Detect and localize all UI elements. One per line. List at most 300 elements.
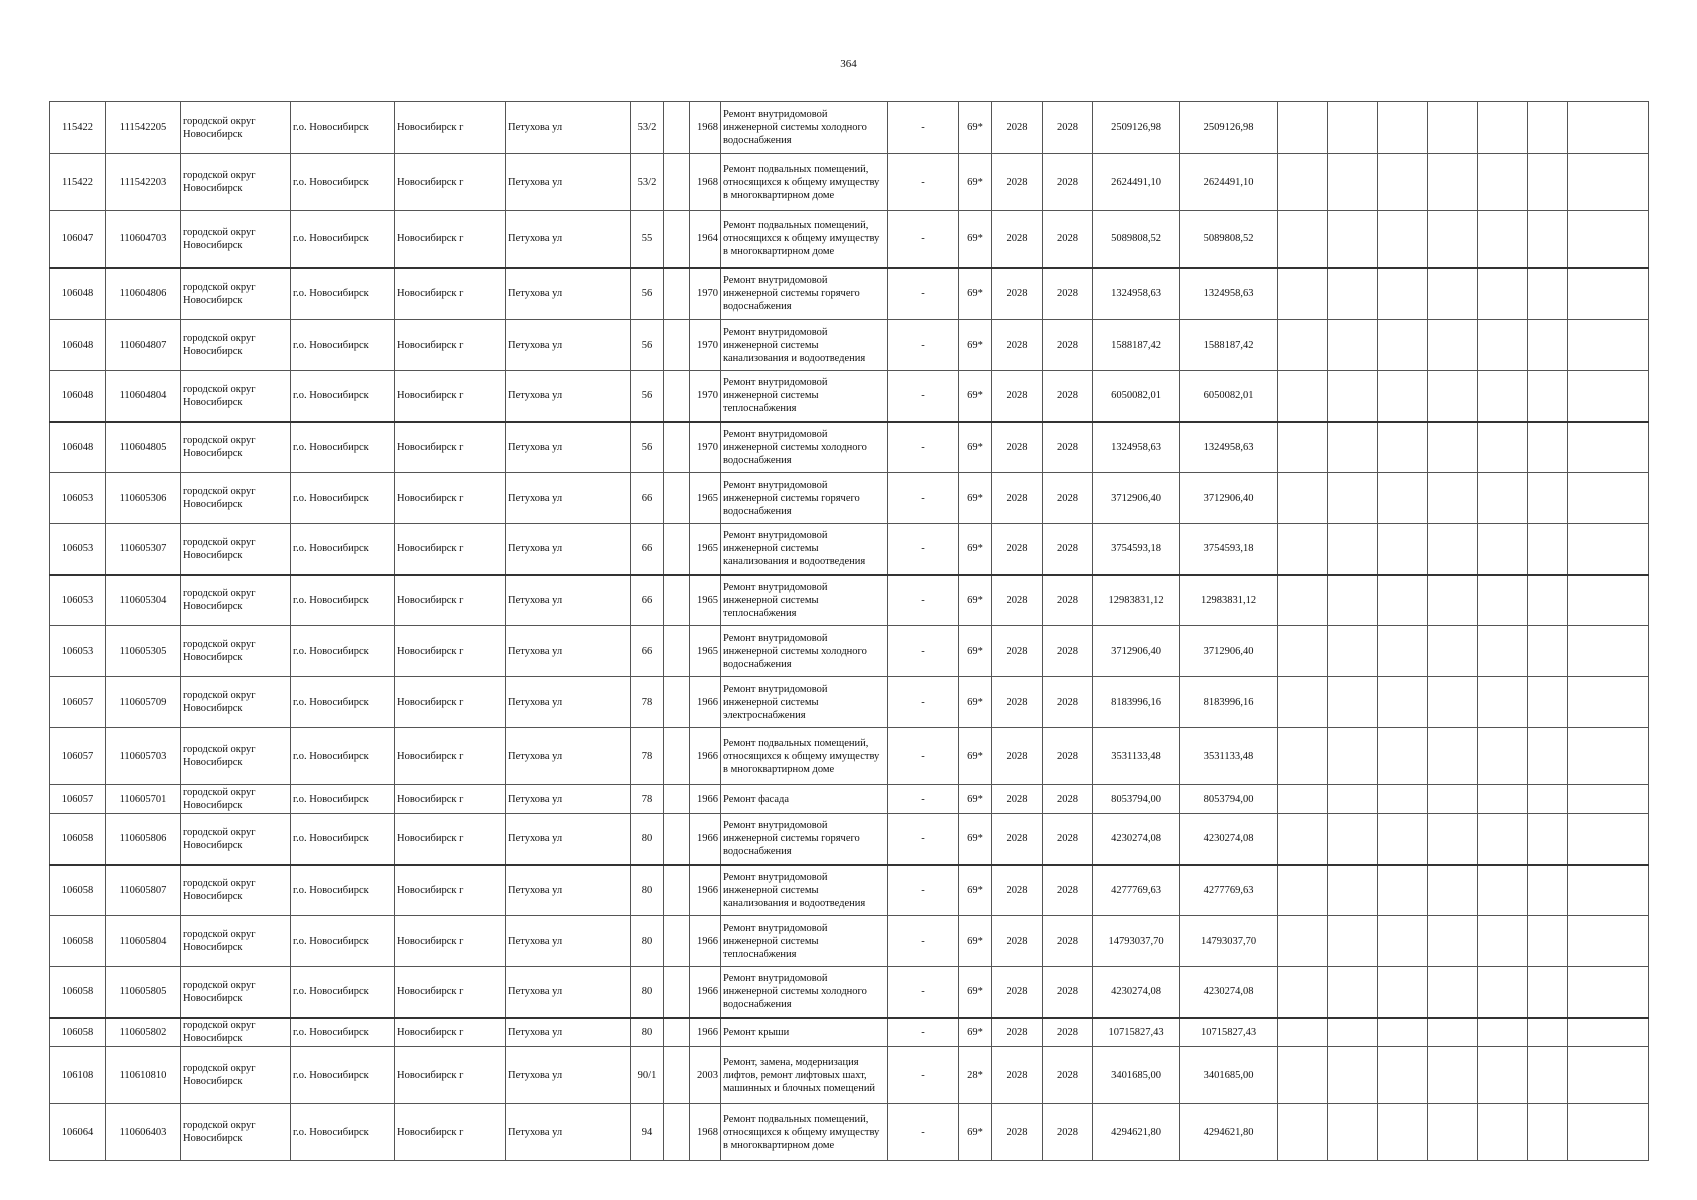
municipality-cell: городской округ Новосибирск [181, 154, 291, 211]
district-cell: г.о. Новосибирск [291, 728, 395, 785]
empty-cell [1528, 154, 1568, 211]
plan-start-cell: 2028 [992, 1047, 1043, 1104]
plan-end-cell: 2028 [1043, 371, 1093, 422]
empty-cell [1328, 422, 1378, 473]
building-cell [664, 473, 690, 524]
empty-cell [1478, 865, 1528, 916]
district-cell: г.о. Новосибирск [291, 371, 395, 422]
building-cell [664, 211, 690, 268]
plan-start-cell: 2028 [992, 154, 1043, 211]
plan-end-cell: 2028 [1043, 916, 1093, 967]
empty-cell [1478, 422, 1528, 473]
city-cell: Новосибирск г [395, 268, 506, 320]
table-row [50, 154, 1649, 211]
work-type-cell: Ремонт внутридомовой инженерной системы горячего водоснабжения [721, 268, 888, 320]
plan-end-cell: 2028 [1043, 473, 1093, 524]
empty-cell [1328, 967, 1378, 1018]
work-type-cell: Ремонт внутридомовой инженерной системы канализования и водоотведения [721, 865, 888, 916]
empty-cell [1328, 575, 1378, 626]
work-type-cell: Ремонт внутридомовой инженерной системы теплоснабжения [721, 916, 888, 967]
empty-cell [1428, 371, 1478, 422]
house-number-cell: 78 [631, 728, 664, 785]
house-id-cell: 106047 [50, 211, 106, 268]
empty-cell [1428, 728, 1478, 785]
empty-cell [1378, 677, 1428, 728]
municipality-cell: городской округ Новосибирск [181, 916, 291, 967]
build-year-cell: 1968 [690, 102, 721, 154]
house-number-cell: 56 [631, 371, 664, 422]
street-cell: Петухова ул [506, 211, 631, 268]
empty-cell [1278, 916, 1328, 967]
table-row [50, 102, 1649, 154]
plan-start-cell: 2028 [992, 102, 1043, 154]
empty-cell [1428, 211, 1478, 268]
district-cell: г.о. Новосибирск [291, 967, 395, 1018]
empty-cell [1528, 677, 1568, 728]
work-id-cell: 110605304 [106, 575, 181, 626]
empty-cell [1378, 1104, 1428, 1161]
cost-total-cell: 2624491,10 [1093, 154, 1180, 211]
work-type-cell: Ремонт внутридомовой инженерной системы горячего водоснабжения [721, 473, 888, 524]
plan-start-cell: 2028 [992, 865, 1043, 916]
empty-cell [1428, 1047, 1478, 1104]
empty-cell [1478, 268, 1528, 320]
empty-cell [1478, 1047, 1528, 1104]
building-cell [664, 1104, 690, 1161]
cost-fund-cell: 2509126,98 [1180, 102, 1278, 154]
table-row [50, 422, 1649, 473]
table-row [50, 916, 1649, 967]
house-number-cell: 80 [631, 916, 664, 967]
empty-cell [1528, 1018, 1568, 1047]
plan-end-cell: 2028 [1043, 575, 1093, 626]
wear-cell: 69* [959, 626, 992, 677]
cost-fund-cell: 6050082,01 [1180, 371, 1278, 422]
district-cell: г.о. Новосибирск [291, 916, 395, 967]
empty-cell [1328, 916, 1378, 967]
district-cell: г.о. Новосибирск [291, 1018, 395, 1047]
city-cell: Новосибирск г [395, 320, 506, 371]
empty-cell [1428, 575, 1478, 626]
work-id-cell: 110604806 [106, 268, 181, 320]
empty-cell [1278, 865, 1328, 916]
city-cell: Новосибирск г [395, 575, 506, 626]
empty-cell [1568, 814, 1649, 865]
municipality-cell: городской округ Новосибирск [181, 371, 291, 422]
street-cell: Петухова ул [506, 524, 631, 575]
cost-fund-cell: 4230274,08 [1180, 814, 1278, 865]
work-type-cell: Ремонт подвальных помещений, относящихся к общему имуществу в многоквартирном доме [721, 211, 888, 268]
district-cell: г.о. Новосибирск [291, 865, 395, 916]
municipality-cell: городской округ Новосибирск [181, 626, 291, 677]
empty-cell [1528, 268, 1568, 320]
cost-total-cell: 3712906,40 [1093, 626, 1180, 677]
cost-fund-cell: 3754593,18 [1180, 524, 1278, 575]
empty-cell [1528, 473, 1568, 524]
dash-cell: - [888, 814, 959, 865]
plan-end-cell: 2028 [1043, 626, 1093, 677]
building-cell [664, 916, 690, 967]
house-id-cell: 106057 [50, 677, 106, 728]
plan-end-cell: 2028 [1043, 728, 1093, 785]
empty-cell [1328, 1018, 1378, 1047]
street-cell: Петухова ул [506, 320, 631, 371]
cost-total-cell: 8183996,16 [1093, 677, 1180, 728]
empty-cell [1478, 575, 1528, 626]
house-number-cell: 94 [631, 1104, 664, 1161]
work-type-cell: Ремонт внутридомовой инженерной системы горячего водоснабжения [721, 814, 888, 865]
dash-cell: - [888, 785, 959, 814]
house-number-cell: 56 [631, 320, 664, 371]
cost-total-cell: 1324958,63 [1093, 268, 1180, 320]
house-number-cell: 78 [631, 677, 664, 728]
empty-cell [1328, 814, 1378, 865]
wear-cell: 69* [959, 211, 992, 268]
building-cell [664, 422, 690, 473]
build-year-cell: 1966 [690, 814, 721, 865]
house-number-cell: 55 [631, 211, 664, 268]
cost-fund-cell: 3712906,40 [1180, 626, 1278, 677]
work-id-cell: 110604804 [106, 371, 181, 422]
registry-table [49, 101, 1649, 1161]
cost-total-cell: 4294621,80 [1093, 1104, 1180, 1161]
city-cell: Новосибирск г [395, 371, 506, 422]
empty-cell [1328, 677, 1378, 728]
work-type-cell: Ремонт внутридомовой инженерной системы канализования и водоотведения [721, 524, 888, 575]
cost-fund-cell: 2624491,10 [1180, 154, 1278, 211]
empty-cell [1568, 1047, 1649, 1104]
empty-cell [1568, 916, 1649, 967]
plan-end-cell: 2028 [1043, 785, 1093, 814]
plan-start-cell: 2028 [992, 524, 1043, 575]
house-number-cell: 80 [631, 967, 664, 1018]
street-cell: Петухова ул [506, 371, 631, 422]
municipality-cell: городской округ Новосибирск [181, 865, 291, 916]
work-id-cell: 111542203 [106, 154, 181, 211]
street-cell: Петухова ул [506, 473, 631, 524]
municipality-cell: городской округ Новосибирск [181, 268, 291, 320]
municipality-cell: городской округ Новосибирск [181, 728, 291, 785]
empty-cell [1568, 677, 1649, 728]
house-number-cell: 66 [631, 473, 664, 524]
plan-end-cell: 2028 [1043, 422, 1093, 473]
empty-cell [1328, 865, 1378, 916]
empty-cell [1478, 473, 1528, 524]
empty-cell [1428, 154, 1478, 211]
house-id-cell: 115422 [50, 154, 106, 211]
plan-start-cell: 2028 [992, 677, 1043, 728]
build-year-cell: 1968 [690, 1104, 721, 1161]
build-year-cell: 1966 [690, 916, 721, 967]
empty-cell [1568, 575, 1649, 626]
district-cell: г.о. Новосибирск [291, 814, 395, 865]
empty-cell [1568, 524, 1649, 575]
work-type-cell: Ремонт подвальных помещений, относящихся к общему имуществу в многоквартирном доме [721, 728, 888, 785]
dash-cell: - [888, 473, 959, 524]
dash-cell: - [888, 916, 959, 967]
build-year-cell: 1970 [690, 422, 721, 473]
plan-end-cell: 2028 [1043, 967, 1093, 1018]
cost-fund-cell: 8053794,00 [1180, 785, 1278, 814]
street-cell: Петухова ул [506, 1104, 631, 1161]
municipality-cell: городской округ Новосибирск [181, 575, 291, 626]
dash-cell: - [888, 967, 959, 1018]
municipality-cell: городской округ Новосибирск [181, 677, 291, 728]
work-type-cell: Ремонт внутридомовой инженерной системы холодного водоснабжения [721, 967, 888, 1018]
build-year-cell: 1970 [690, 268, 721, 320]
empty-cell [1328, 268, 1378, 320]
house-id-cell: 106058 [50, 865, 106, 916]
empty-cell [1278, 371, 1328, 422]
table-row [50, 211, 1649, 268]
house-number-cell: 53/2 [631, 154, 664, 211]
wear-cell: 69* [959, 575, 992, 626]
empty-cell [1568, 473, 1649, 524]
page-number: 364 [840, 58, 857, 70]
table-row [50, 1018, 1649, 1047]
build-year-cell: 1970 [690, 320, 721, 371]
table-row [50, 268, 1649, 320]
house-id-cell: 106053 [50, 575, 106, 626]
building-cell [664, 268, 690, 320]
empty-cell [1478, 1018, 1528, 1047]
cost-total-cell: 2509126,98 [1093, 102, 1180, 154]
cost-total-cell: 1324958,63 [1093, 422, 1180, 473]
city-cell: Новосибирск г [395, 865, 506, 916]
table-row [50, 865, 1649, 916]
empty-cell [1428, 677, 1478, 728]
build-year-cell: 1966 [690, 1018, 721, 1047]
city-cell: Новосибирск г [395, 1047, 506, 1104]
cost-fund-cell: 4294621,80 [1180, 1104, 1278, 1161]
street-cell: Петухова ул [506, 268, 631, 320]
work-type-cell: Ремонт подвальных помещений, относящихся к общему имуществу в многоквартирном доме [721, 1104, 888, 1161]
municipality-cell: городской округ Новосибирск [181, 1104, 291, 1161]
empty-cell [1428, 967, 1478, 1018]
wear-cell: 69* [959, 473, 992, 524]
plan-end-cell: 2028 [1043, 1018, 1093, 1047]
wear-cell: 69* [959, 320, 992, 371]
cost-fund-cell: 3401685,00 [1180, 1047, 1278, 1104]
cost-fund-cell: 4230274,08 [1180, 967, 1278, 1018]
street-cell: Петухова ул [506, 865, 631, 916]
empty-cell [1478, 626, 1528, 677]
municipality-cell: городской округ Новосибирск [181, 967, 291, 1018]
district-cell: г.о. Новосибирск [291, 422, 395, 473]
empty-cell [1278, 211, 1328, 268]
dash-cell: - [888, 626, 959, 677]
plan-end-cell: 2028 [1043, 268, 1093, 320]
house-id-cell: 106053 [50, 524, 106, 575]
house-number-cell: 80 [631, 814, 664, 865]
empty-cell [1328, 473, 1378, 524]
empty-cell [1568, 211, 1649, 268]
dash-cell: - [888, 371, 959, 422]
work-type-cell: Ремонт крыши [721, 1018, 888, 1047]
street-cell: Петухова ул [506, 575, 631, 626]
plan-start-cell: 2028 [992, 967, 1043, 1018]
empty-cell [1378, 626, 1428, 677]
cost-total-cell: 3754593,18 [1093, 524, 1180, 575]
empty-cell [1528, 575, 1568, 626]
plan-end-cell: 2028 [1043, 211, 1093, 268]
empty-cell [1278, 728, 1328, 785]
dash-cell: - [888, 524, 959, 575]
empty-cell [1528, 1047, 1568, 1104]
table-row [50, 677, 1649, 728]
city-cell: Новосибирск г [395, 473, 506, 524]
empty-cell [1278, 575, 1328, 626]
empty-cell [1278, 1047, 1328, 1104]
district-cell: г.о. Новосибирск [291, 211, 395, 268]
empty-cell [1278, 814, 1328, 865]
work-id-cell: 110604703 [106, 211, 181, 268]
empty-cell [1278, 154, 1328, 211]
cost-total-cell: 8053794,00 [1093, 785, 1180, 814]
plan-start-cell: 2028 [992, 814, 1043, 865]
empty-cell [1328, 626, 1378, 677]
cost-total-cell: 4230274,08 [1093, 967, 1180, 1018]
cost-total-cell: 14793037,70 [1093, 916, 1180, 967]
table-row [50, 1047, 1649, 1104]
build-year-cell: 1965 [690, 473, 721, 524]
city-cell: Новосибирск г [395, 422, 506, 473]
plan-start-cell: 2028 [992, 728, 1043, 785]
table-row [50, 626, 1649, 677]
district-cell: г.о. Новосибирск [291, 1047, 395, 1104]
empty-cell [1428, 1104, 1478, 1161]
house-number-cell: 66 [631, 575, 664, 626]
empty-cell [1568, 785, 1649, 814]
cost-fund-cell: 1324958,63 [1180, 422, 1278, 473]
work-id-cell: 111542205 [106, 102, 181, 154]
empty-cell [1428, 524, 1478, 575]
build-year-cell: 2003 [690, 1047, 721, 1104]
plan-start-cell: 2028 [992, 1018, 1043, 1047]
work-id-cell: 110604805 [106, 422, 181, 473]
empty-cell [1428, 320, 1478, 371]
plan-start-cell: 2028 [992, 473, 1043, 524]
empty-cell [1328, 211, 1378, 268]
building-cell [664, 728, 690, 785]
build-year-cell: 1965 [690, 626, 721, 677]
street-cell: Петухова ул [506, 626, 631, 677]
house-number-cell: 56 [631, 422, 664, 473]
street-cell: Петухова ул [506, 728, 631, 785]
house-id-cell: 106048 [50, 320, 106, 371]
empty-cell [1378, 865, 1428, 916]
work-id-cell: 110605802 [106, 1018, 181, 1047]
wear-cell: 69* [959, 524, 992, 575]
work-type-cell: Ремонт, замена, модернизация лифтов, ремонт лифтовых шахт, машинных и блочных помещений [721, 1047, 888, 1104]
building-cell [664, 371, 690, 422]
build-year-cell: 1966 [690, 728, 721, 785]
plan-start-cell: 2028 [992, 320, 1043, 371]
empty-cell [1528, 422, 1568, 473]
city-cell: Новосибирск г [395, 967, 506, 1018]
empty-cell [1568, 728, 1649, 785]
wear-cell: 69* [959, 967, 992, 1018]
plan-end-cell: 2028 [1043, 320, 1093, 371]
district-cell: г.о. Новосибирск [291, 320, 395, 371]
dash-cell: - [888, 677, 959, 728]
empty-cell [1528, 785, 1568, 814]
house-id-cell: 106058 [50, 916, 106, 967]
empty-cell [1278, 524, 1328, 575]
dash-cell: - [888, 102, 959, 154]
house-id-cell: 106057 [50, 785, 106, 814]
cost-total-cell: 6050082,01 [1093, 371, 1180, 422]
cost-fund-cell: 8183996,16 [1180, 677, 1278, 728]
house-id-cell: 106058 [50, 967, 106, 1018]
empty-cell [1528, 102, 1568, 154]
empty-cell [1428, 865, 1478, 916]
plan-end-cell: 2028 [1043, 102, 1093, 154]
dash-cell: - [888, 1018, 959, 1047]
wear-cell: 69* [959, 1104, 992, 1161]
empty-cell [1278, 320, 1328, 371]
municipality-cell: городской округ Новосибирск [181, 473, 291, 524]
building-cell [664, 102, 690, 154]
empty-cell [1378, 524, 1428, 575]
plan-end-cell: 2028 [1043, 1047, 1093, 1104]
building-cell [664, 524, 690, 575]
district-cell: г.о. Новосибирск [291, 524, 395, 575]
empty-cell [1378, 575, 1428, 626]
house-number-cell: 56 [631, 268, 664, 320]
work-id-cell: 110606403 [106, 1104, 181, 1161]
work-id-cell: 110610810 [106, 1047, 181, 1104]
empty-cell [1328, 1104, 1378, 1161]
dash-cell: - [888, 320, 959, 371]
empty-cell [1478, 728, 1528, 785]
district-cell: г.о. Новосибирск [291, 677, 395, 728]
plan-end-cell: 2028 [1043, 814, 1093, 865]
registry-body [50, 102, 1649, 1161]
empty-cell [1568, 865, 1649, 916]
empty-cell [1378, 785, 1428, 814]
cost-fund-cell: 1324958,63 [1180, 268, 1278, 320]
cost-total-cell: 4277769,63 [1093, 865, 1180, 916]
empty-cell [1428, 785, 1478, 814]
wear-cell: 69* [959, 371, 992, 422]
municipality-cell: городской округ Новосибирск [181, 422, 291, 473]
work-id-cell: 110605701 [106, 785, 181, 814]
wear-cell: 69* [959, 1018, 992, 1047]
build-year-cell: 1966 [690, 865, 721, 916]
cost-fund-cell: 14793037,70 [1180, 916, 1278, 967]
work-id-cell: 110605306 [106, 473, 181, 524]
empty-cell [1328, 785, 1378, 814]
wear-cell: 69* [959, 102, 992, 154]
city-cell: Новосибирск г [395, 814, 506, 865]
empty-cell [1478, 102, 1528, 154]
building-cell [664, 1047, 690, 1104]
cost-total-cell: 10715827,43 [1093, 1018, 1180, 1047]
empty-cell [1478, 785, 1528, 814]
dash-cell: - [888, 268, 959, 320]
table-row [50, 524, 1649, 575]
cost-fund-cell: 10715827,43 [1180, 1018, 1278, 1047]
municipality-cell: городской округ Новосибирск [181, 524, 291, 575]
city-cell: Новосибирск г [395, 626, 506, 677]
empty-cell [1278, 785, 1328, 814]
empty-cell [1278, 422, 1328, 473]
dash-cell: - [888, 575, 959, 626]
wear-cell: 69* [959, 268, 992, 320]
cost-total-cell: 1588187,42 [1093, 320, 1180, 371]
district-cell: г.о. Новосибирск [291, 1104, 395, 1161]
